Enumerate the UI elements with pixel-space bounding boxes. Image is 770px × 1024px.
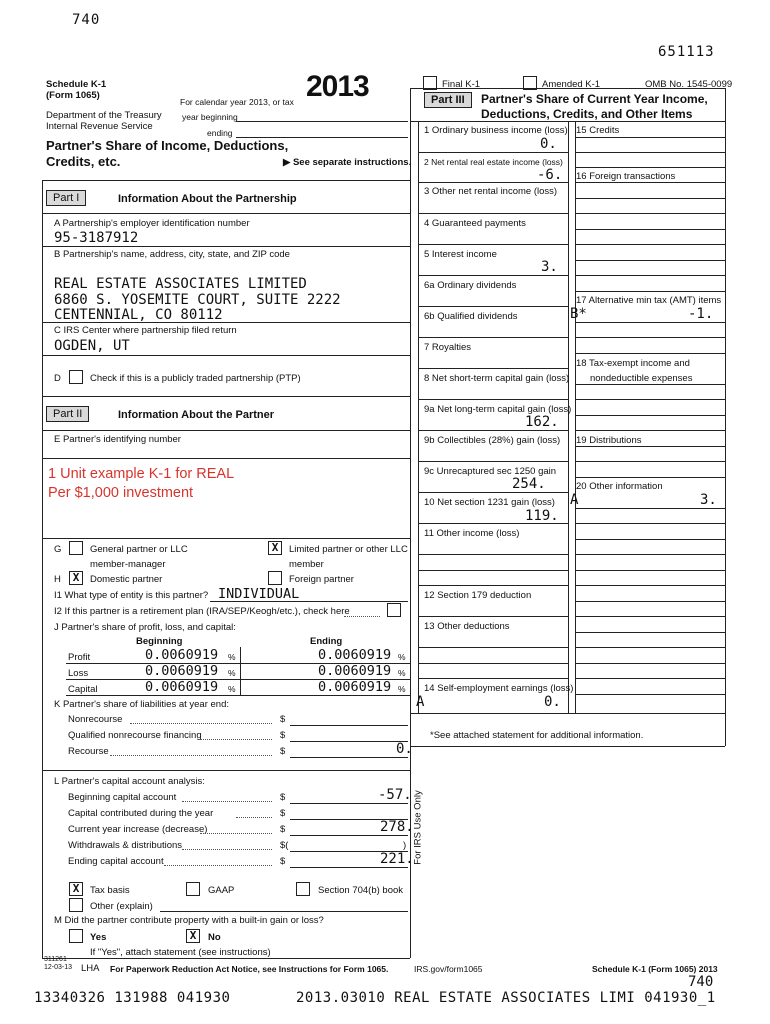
limited-partner-label2: member (289, 559, 324, 570)
limited-partner-checkbox[interactable]: X (268, 541, 282, 555)
capital-begin: 0.0060919 (145, 679, 219, 695)
withdrawals-label: Withdrawals & distributions (68, 840, 183, 851)
beginning-header: Beginning (136, 636, 183, 647)
lha-label: LHA (81, 963, 100, 974)
line1-value: 0. (540, 136, 557, 152)
partnership-name-label: B Partnership's name, address, city, state, and ZIP code (54, 249, 290, 260)
line12-label: 12 Section 179 deduction (424, 590, 532, 601)
capital-label: Capital (68, 684, 98, 695)
ein-label: A Partnership's employer identification number (54, 218, 250, 229)
line17-value: -1. (688, 306, 714, 322)
limited-partner-label: Limited partner or other LLC (289, 544, 408, 555)
pct-sign: % (398, 684, 406, 694)
line5-value: 3. (541, 259, 558, 275)
ein-value: 95-3187912 (54, 230, 139, 246)
other-basis-checkbox[interactable] (69, 898, 83, 912)
tax-basis-label: Tax basis (90, 885, 130, 896)
see-instructions: ▶ See separate instructions. (283, 157, 412, 168)
pct-sign: % (228, 652, 236, 662)
partnership-address: 6860 S. YOSEMITE COURT, SUITE 2222 (54, 292, 341, 308)
line2-label: 2 Net rental real estate income (loss) (424, 157, 563, 167)
profit-end: 0.0060919 (318, 647, 392, 663)
line3-label: 3 Other net rental income (loss) (424, 186, 558, 197)
form-label: (Form 1065) (46, 90, 100, 101)
entity-type-value: INDIVIDUAL (218, 586, 300, 602)
yes-checkbox[interactable] (69, 929, 83, 943)
profit-label: Profit (68, 652, 91, 663)
ending-header: Ending (310, 636, 343, 647)
pct-sign: % (398, 652, 406, 662)
domestic-partner-label: Domestic partner (90, 574, 163, 585)
line6b-label: 6b Qualified dividends (424, 311, 518, 322)
current-year-label: Current year increase (decrease) (68, 824, 208, 835)
capital-end: 0.0060919 (318, 679, 392, 695)
calendar-text: For calendar year 2013, or tax (180, 97, 294, 107)
form-footer-name: Schedule K-1 (Form 1065) 2013 (592, 964, 718, 974)
dollar-sign: $ (280, 792, 286, 803)
sec704-checkbox[interactable] (296, 882, 310, 896)
current-year-value: 278. (380, 819, 414, 835)
d-letter: D (54, 373, 61, 384)
page-number: 740 (688, 974, 714, 990)
note-line2: Per $1,000 investment (48, 485, 194, 501)
ptp-label: Check if this is a publicly traded partnership (PTP) (90, 373, 301, 384)
tax-basis-checkbox[interactable]: X (69, 882, 83, 896)
contributed-label: Capital contributed during the year (68, 808, 214, 819)
line4-label: 4 Guaranteed payments (424, 218, 526, 229)
foreign-partner-label: Foreign partner (289, 574, 354, 585)
pct-sign: % (398, 668, 406, 678)
line6a-label: 6a Ordinary dividends (424, 280, 517, 291)
note-line1: 1 Unit example K-1 for REAL (48, 466, 235, 482)
dollar-sign: $ (280, 730, 286, 741)
top-right-number: 651113 (658, 44, 715, 60)
line14-value: 0. (544, 694, 561, 710)
general-partner-checkbox[interactable] (69, 541, 83, 555)
line11-label: 11 Other income (loss) (424, 528, 520, 539)
line2-value: -6. (537, 167, 563, 183)
part2-label: Part II (46, 406, 89, 422)
recourse-value: 0. (396, 741, 413, 757)
other-basis-label: Other (explain) (90, 901, 153, 912)
see-attached-note: *See attached statement for additional information. (430, 730, 644, 741)
retirement-plan-label: I2 If this partner is a retirement plan (IRA/SEP/Keogh/etc.), check here (54, 606, 350, 617)
line7-label: 7 Royalties (424, 342, 471, 353)
part1-title: Information About the Partnership (118, 193, 297, 205)
recourse-label: Recourse (68, 746, 109, 757)
paperwork-notice: For Paperwork Reduction Act Notice, see Instructions for Form 1065. (110, 964, 389, 974)
line9b-label: 9b Collectibles (28%) gain (loss) (424, 435, 561, 446)
foreign-partner-checkbox[interactable] (268, 571, 282, 585)
profit-begin: 0.0060919 (145, 647, 219, 663)
g-letter: G (54, 544, 62, 555)
irs-label: Internal Revenue Service (46, 121, 153, 132)
h-letter: H (54, 574, 61, 585)
entity-type-label: I1 What type of entity is this partner? (54, 590, 209, 601)
ptp-checkbox[interactable] (69, 370, 83, 384)
dollar-sign: $ (280, 746, 286, 757)
line9c-value: 254. (512, 476, 546, 492)
line18-label2: nondeductible expenses (590, 373, 693, 384)
partnership-name: REAL ESTATE ASSOCIATES LIMITED (54, 276, 307, 292)
line9a-value: 162. (525, 414, 559, 430)
line1-label: 1 Ordinary business income (loss) (424, 125, 568, 136)
gaap-label: GAAP (208, 885, 235, 896)
line19-label: 19 Distributions (576, 435, 642, 446)
final-k1-label: Final K-1 (442, 79, 481, 90)
line8-label: 8 Net short-term capital gain (loss) (424, 373, 570, 384)
beg-capital-label: Beginning capital account (68, 792, 177, 803)
ending-label: ending (207, 128, 233, 138)
line13-label: 13 Other deductions (424, 621, 510, 632)
builtin-gain-label: M Did the partner contribute property with a built-in gain or loss? (54, 915, 324, 926)
irs-use-only: For IRS Use Only (412, 790, 424, 865)
irs-center-value: OGDEN, UT (54, 338, 130, 354)
line10-label: 10 Net section 1231 gain (loss) (424, 497, 555, 508)
liabilities-label: K Partner's share of liabilities at year end: (54, 699, 230, 710)
irs-url: IRS.gov/form1065 (414, 964, 483, 974)
general-partner-label2: member-manager (90, 559, 166, 570)
part1-label: Part I (46, 190, 86, 206)
schedule-label: Schedule K-1 (46, 79, 107, 90)
line20-label: 20 Other information (576, 481, 663, 492)
retirement-plan-checkbox[interactable] (387, 603, 401, 617)
bottom-right-code: 2013.03010 REAL ESTATE ASSOCIATES LIMI 041930_1 (296, 990, 716, 1006)
end-capital-value: 221. (380, 851, 414, 867)
form-title-line1: Partner's Share of Income, Deductions, (46, 138, 289, 153)
amended-k1-label: Amended K-1 (542, 79, 601, 90)
domestic-partner-checkbox[interactable]: X (69, 571, 83, 585)
line20-value: 3. (700, 492, 717, 508)
capital-account-label: L Partner's capital account analysis: (54, 776, 205, 787)
form-title-line2: Credits, etc. (46, 154, 121, 169)
loss-end: 0.0060919 (318, 663, 392, 679)
line10-value: 119. (525, 508, 559, 524)
year-beginning-label: year beginning (182, 112, 238, 122)
end-capital-label: Ending capital account (68, 856, 164, 867)
loss-begin: 0.0060919 (145, 663, 219, 679)
beg-capital-value: -57. (378, 787, 412, 803)
line5-label: 5 Interest income (424, 249, 497, 260)
part3-label: Part III (424, 92, 472, 108)
part3-title-line2: Deductions, Credits, and Other Items (481, 107, 693, 121)
withdrawals-dollar: $( (280, 840, 289, 851)
line15-label: 15 Credits (576, 125, 620, 136)
omb-number: OMB No. 1545-0099 (645, 79, 733, 90)
line9a-label: 9a Net long-term capital gain (loss) (424, 404, 572, 415)
top-left-number: 740 (72, 12, 101, 28)
dept-label: Department of the Treasury (46, 110, 162, 121)
bottom-left-code: 13340326 131988 041930 (34, 990, 231, 1006)
close-paren: ) (403, 840, 407, 851)
qualified-label: Qualified nonrecourse financing (68, 730, 202, 741)
dollar-sign: $ (280, 856, 286, 867)
if-yes-label: If "Yes", attach statement (see instructions) (90, 947, 271, 958)
loss-label: Loss (68, 668, 89, 679)
part3-title-line1: Partner's Share of Current Year Income, (481, 92, 708, 106)
dollar-sign: $ (280, 824, 286, 835)
no-label: No (208, 932, 221, 943)
line18-label1: 18 Tax-exempt income and (576, 358, 690, 369)
part2-title: Information About the Partner (118, 409, 275, 421)
share-label: J Partner's share of profit, loss, and capital: (54, 622, 236, 633)
tax-year: 2013 (306, 70, 369, 103)
sec704-label: Section 704(b) book (318, 885, 404, 896)
partner-id-label: E Partner's identifying number (54, 434, 181, 445)
yes-label: Yes (90, 932, 107, 943)
line17-label: 17 Alternative min tax (AMT) items (576, 295, 722, 306)
line14-code: A (416, 694, 425, 710)
line16-label: 16 Foreign transactions (576, 171, 676, 182)
line17-code: B* (570, 306, 587, 322)
no-checkbox[interactable]: X (186, 929, 200, 943)
irs-center-label: C IRS Center where partnership filed return (54, 325, 237, 336)
partnership-city: CENTENNIAL, CO 80112 (54, 307, 223, 323)
nonrecourse-label: Nonrecourse (68, 714, 123, 725)
line14-label: 14 Self-employment earnings (loss) (424, 683, 574, 694)
line9c-label: 9c Unrecaptured sec 1250 gain (424, 466, 557, 477)
footer-code2: 12-03-13 (44, 964, 73, 971)
dollar-sign: $ (280, 714, 286, 725)
gaap-checkbox[interactable] (186, 882, 200, 896)
general-partner-label: General partner or LLC (90, 544, 188, 555)
pct-sign: % (228, 684, 236, 694)
line20-code: A (570, 492, 579, 508)
pct-sign: % (228, 668, 236, 678)
dollar-sign: $ (280, 808, 286, 819)
footer-code1: 311261 (44, 956, 67, 963)
